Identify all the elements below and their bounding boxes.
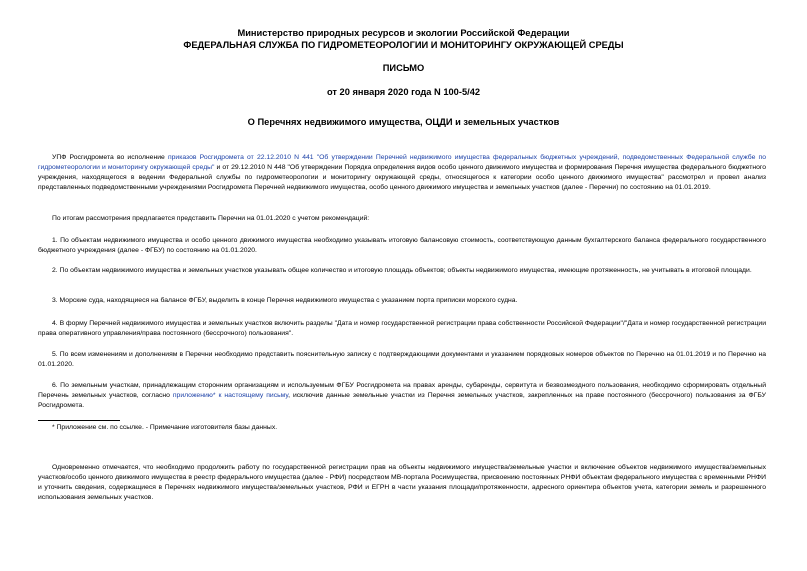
document-type: ПИСЬМО	[382, 63, 425, 73]
closing-paragraph: Одновременно отмечается, что необходимо продолжить работу по государственной регистрации прав на объекты недвижимого имущества/земельные участки и включение объектов недвижимого имущества/земельных участков/особо ценного движимого имущества в реестр федерального имущества (далее - РФИ) посредством МВ-портала Росимущества, присвоению постоянных РНФИ объектам федерального имущества с временными РНФИ и уточнить сведения, содержащиеся в Перечнях недвижимого имущества/земельных участков, РФИ и ЕГРН в части указания площади/протяженности, адресного ориентира объектов учета, категории земель и разрешенного использования земельных участков.	[38, 464, 766, 501]
item6-text-start: 6. По земельным участкам, принадлежащим сторонним организациям и используемым ФГБУ Росгидромета на правах аренды, субаренды, сервитута и безвозмездного пользования, необходимо сформировать отдельный Перечень земельных участков, согласно	[38, 382, 766, 399]
recommendation-6	[38, 381, 766, 411]
summary-paragraph: По итогам рассмотрения предлагается представить Перечни на 01.01.2020 с учетом рекомендаций:	[52, 215, 370, 222]
footnote-divider	[38, 420, 120, 421]
ministry-title: Министерство природных ресурсов и экологии Российской Федерации	[237, 28, 570, 38]
document-subject: О Перечнях недвижимого имущества, ОЦДИ и земельных участков	[247, 117, 560, 127]
footnote: * Приложение см. по ссылке. - Примечание изготовителя базы данных.	[52, 424, 278, 431]
item6-text-end: , исключив данные земельные участки из Перечня земельных участков, закрепленных на праве постоянного (бессрочного) пользования за ФГБУ Росгидромета.	[38, 392, 766, 409]
intro-paragraph	[38, 153, 766, 193]
intro-text-start: УПФ Росгидромета во исполнение	[52, 154, 168, 161]
recommendation-2: 2. По объектам недвижимого имущества и земельных участков указывать общее количество и итоговую площадь объектов; объекты недвижимого имущества, имеющие протяженность, не учитывать в итоговой площади.	[52, 267, 752, 274]
appendix-link[interactable]: приложению* к настоящему письму	[172, 392, 289, 399]
recommendation-1: 1. По объектам недвижимого имущества и особо ценного движимого имущества необходимо указывать итоговую балансовую стоимость, соответствующую данным бухгалтерского баланса федерального государственного бюджетного учреждения (далее - ФГБУ) по состоянию на 01.01.2020.	[38, 237, 766, 254]
service-title: ФЕДЕРАЛЬНАЯ СЛУЖБА ПО ГИДРОМЕТЕОРОЛОГИИ И МОНИТОРИНГУ ОКРУЖАЮЩЕЙ СРЕДЫ	[183, 40, 624, 50]
recommendation-5: 5. По всем изменениям и дополнениям в Перечни необходимо представить пояснительную записку с подтверждающими документами и указанием порядковых номеров объектов по Перечню на 01.01.2019 и по Перечню на 01.01.2020.	[38, 351, 766, 368]
document-date-number: от 20 января 2020 года N 100-5/42	[326, 87, 481, 97]
recommendation-3: 3. Морские суда, находящиеся на балансе ФГБУ, выделить в конце Перечня недвижимого имущества с указанием порта приписки морского судна.	[52, 297, 518, 304]
orders-link[interactable]: приказов Росгидромета от 22.12.2010 N 441 "Об утверждении Перечней недвижимого имущества федеральных бюджетных учреждений, подведомственных Федеральной службе по гидрометеорологии и мониторингу окружающей среды"	[38, 154, 766, 171]
intro-text-end: и от 29.12.2010 N 448 "Об утверждении Порядка определения видов особо ценного движимого имущества и формирования Перечня имущества федерального бюджетного учреждения, находящегося в ведении Федеральной службы по гидрометеорологии и мониторингу окружающей среды, относящегося к категории особо ценного движимого имущества" рассмотрел и провел анализ представленных подведомственными учреждениями Росгидромета Перечней недвижимого имущества, особо ценного движимого имущества и земельных участков (далее - Перечни) по состоянию на 01.01.2019.	[38, 164, 766, 191]
recommendation-4: 4. В форму Перечней недвижимого имущества и земельных участков включить разделы "Дата и номер государственной регистрации права собственности Российской Федерации"/"Дата и номер государственной регистрации права оперативного управления/права постоянного (бессрочного) пользования".	[38, 320, 766, 337]
